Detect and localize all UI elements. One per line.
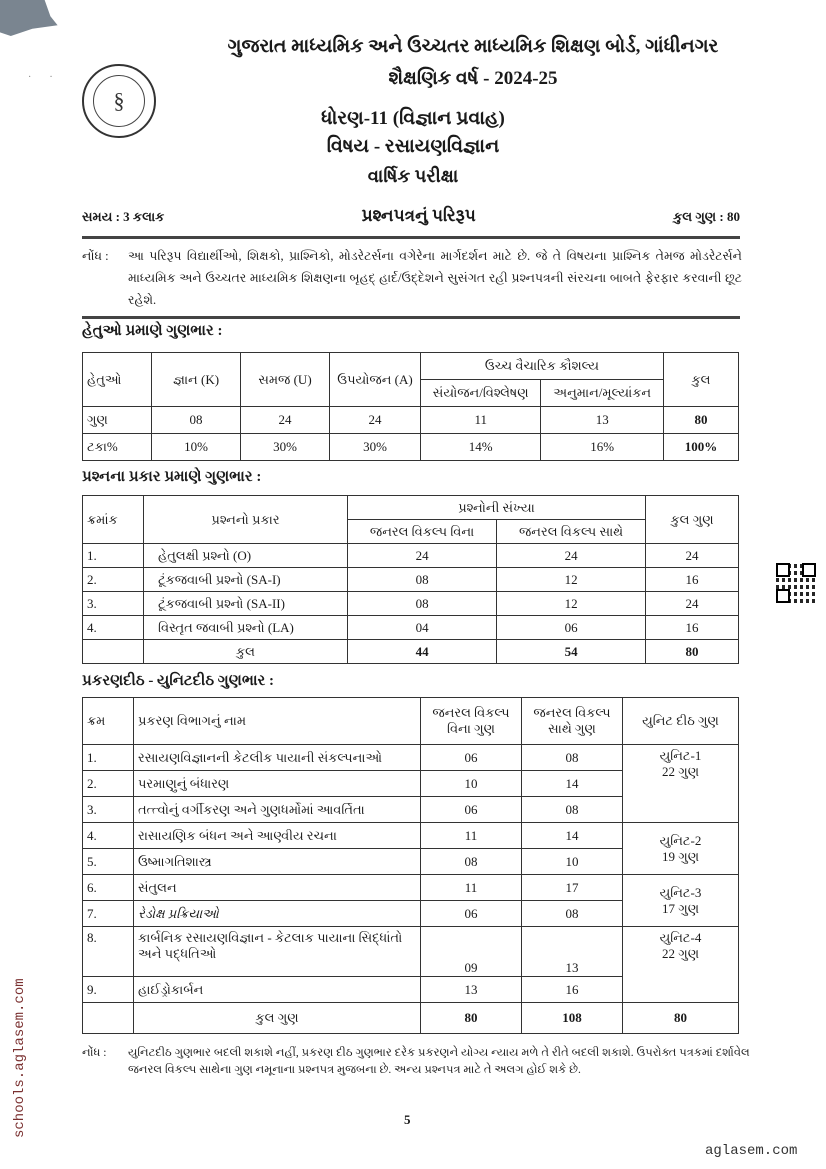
unit-marks: 22 ગુણ bbox=[661, 946, 700, 961]
th-total: કુલ bbox=[664, 353, 739, 407]
cell: 08 bbox=[348, 592, 497, 616]
cell: 24 bbox=[646, 544, 739, 568]
cell: 08 bbox=[421, 849, 522, 875]
cell: 24 bbox=[348, 544, 497, 568]
cell: 4. bbox=[83, 823, 134, 849]
cell: રસાયણવિજ્ઞાનની કેટલીક પાયાની સંકલ્પનાઓ bbox=[134, 745, 421, 771]
scan-corner-mark bbox=[0, 0, 72, 36]
cell: 04 bbox=[348, 616, 497, 640]
cell: ટૂંકજવાબી પ્રશ્નો (SA-II) bbox=[144, 592, 348, 616]
cell: 30% bbox=[330, 434, 421, 461]
cell: 16 bbox=[646, 568, 739, 592]
objectives-table bbox=[82, 352, 739, 461]
cell: રાસાયણિક બંધન અને આણ્વીય રચના bbox=[134, 823, 421, 849]
th-count: પ્રશ્નોની સંખ્યા bbox=[348, 496, 646, 520]
table-row bbox=[83, 434, 739, 461]
divider bbox=[82, 236, 740, 239]
th-sr: ક્રમાંક bbox=[83, 496, 144, 544]
cell: 80 bbox=[421, 1003, 522, 1034]
th-application: ઉપયોજન (A) bbox=[330, 353, 421, 407]
cell: 1. bbox=[83, 745, 134, 771]
cell bbox=[83, 640, 144, 664]
note-text: યુનિટદીઠ ગુણભાર બદલી શકાશે નહીં, પ્રકરણ દીઠ ગુણભાર દરેક પ્રકરણને યોગ્ય ન્યાય મળે તે રીતે બદલી શકાશે. ઉપરોક્ત પત્રકમાં દર્શાવેલ જનરલ વિકલ્પ સાથેના ગુણ નમૂનાના પ્રશ્નપત્ર મુજબના છે. અન્ય પ્રશ્નપત્ર માટે તે અલગ હોઈ શકે છે. bbox=[128, 1047, 750, 1076]
cell: ઉષ્માગતિશાસ્ત્ર bbox=[134, 849, 421, 875]
th-evaluation: અનુમાન/મૂલ્યાંકન bbox=[541, 380, 664, 407]
cell: 24 bbox=[241, 407, 330, 434]
cell: 1. bbox=[83, 544, 144, 568]
th-with: જનરલ વિકલ્પ સાથે ગુણ bbox=[522, 698, 623, 745]
cell: 24 bbox=[330, 407, 421, 434]
note-top bbox=[82, 245, 742, 311]
unit-marks: 17 ગુણ bbox=[661, 900, 700, 916]
watermark-side: schools.aglasem.com bbox=[12, 978, 28, 1138]
total-marks: કુલ ગુણ : 80 bbox=[673, 209, 740, 224]
cell: 06 bbox=[497, 616, 646, 640]
section-heading-units: પ્રકરણદીઠ - યુનિટદીઠ ગુણભાર : bbox=[82, 673, 275, 689]
cell: 16 bbox=[646, 616, 739, 640]
cell: 30% bbox=[241, 434, 330, 461]
th-understanding: સમજ (U) bbox=[241, 353, 330, 407]
unit-marks: 19 ગુણ bbox=[661, 848, 700, 864]
cell: 14 bbox=[522, 771, 623, 797]
cell: 7. bbox=[83, 901, 134, 927]
table-row bbox=[83, 616, 739, 640]
th-total: કુલ ગુણ bbox=[646, 496, 739, 544]
cell: 80 bbox=[623, 1003, 739, 1034]
table-row bbox=[83, 745, 739, 771]
cell: 08 bbox=[522, 797, 623, 823]
cell: 11 bbox=[421, 823, 522, 849]
unit-marks: 22 ગુણ bbox=[661, 764, 700, 779]
cell: 4. bbox=[83, 616, 144, 640]
cell: 11 bbox=[421, 875, 522, 901]
th-unit: યુનિટ દીઠ ગુણ bbox=[623, 698, 739, 745]
th-analysis: સંયોજન/વિશ્લેષણ bbox=[421, 380, 541, 407]
table-row bbox=[83, 568, 739, 592]
units-table bbox=[82, 697, 739, 1034]
cell: 06 bbox=[421, 797, 522, 823]
th-without-option: જનરલ વિકલ્પ વિના bbox=[348, 520, 497, 544]
unit-label: યુનિટ-1 bbox=[659, 748, 702, 763]
cell: 80 bbox=[664, 407, 739, 434]
unit-3-cell bbox=[623, 875, 739, 927]
th-hots: ઉચ્ચ વૈચારિક કૌશલ્ય bbox=[421, 353, 664, 380]
cell: કુલ ગુણ bbox=[134, 1003, 421, 1034]
unit-label: યુનિટ-3 bbox=[659, 884, 702, 900]
cell: 44 bbox=[348, 640, 497, 664]
cell: 06 bbox=[421, 745, 522, 771]
cell: 17 bbox=[522, 875, 623, 901]
cell: 9. bbox=[83, 977, 134, 1003]
qr-finder bbox=[802, 563, 816, 577]
cell: 13 bbox=[421, 977, 522, 1003]
th-sr: ક્રમ bbox=[83, 698, 134, 745]
paper-title: પ્રશ્નપત્રનું પરિરૂપ bbox=[361, 206, 476, 225]
cell: 13 bbox=[541, 407, 664, 434]
academic-year: શૈક્ષણિક વર્ષ - 2024-25 bbox=[388, 68, 558, 89]
cell: સંતુલન bbox=[134, 875, 421, 901]
th-type: પ્રશ્નનો પ્રકાર bbox=[144, 496, 348, 544]
total-row bbox=[83, 640, 739, 664]
unit-1-cell bbox=[623, 745, 739, 823]
cell: 100% bbox=[664, 434, 739, 461]
cell: 06 bbox=[421, 901, 522, 927]
table-row bbox=[83, 544, 739, 568]
cell: 54 bbox=[497, 640, 646, 664]
cell: રેડોક્ષ પ્રક્રિયાઓ bbox=[134, 901, 421, 927]
cell: 14 bbox=[522, 823, 623, 849]
subject: વિષય - રસાયણવિજ્ઞાન bbox=[326, 136, 500, 157]
cell: હાઈડ્રોકાર્બન bbox=[134, 977, 421, 1003]
unit-4-cell bbox=[623, 927, 739, 1003]
table-row bbox=[83, 592, 739, 616]
paper-meta-row bbox=[82, 206, 740, 226]
standard: ધોરણ-11 (વિજ્ઞાન પ્રવાહ) bbox=[321, 108, 505, 129]
total-row bbox=[83, 1003, 739, 1034]
cell: 3. bbox=[83, 797, 134, 823]
th-objectives: હેતુઓ bbox=[83, 353, 152, 407]
scan-specks: ·· bbox=[28, 72, 71, 83]
table-row bbox=[83, 823, 739, 849]
cell: 5. bbox=[83, 849, 134, 875]
note-text: આ પરિરૂપ વિદ્યાર્થીઓ, શિક્ષકો, પ્રાશ્નિકો, મોડરેટર્સના વગેરેના માર્ગદર્શન માટે છે. જે તે વિષયના પ્રાશ્નિક તેમજ મોડરેટર્સને માધ્યમિક અને ઉચ્ચતર માધ્યમિક શિક્ષણના બૃહદ્ હાર્દ/ઉદ્દેશને સુસંગત રહી પ્રશ્નપત્રની સંરચના બાબતે ફેરફાર કરવાની છૂટ રહેશે. bbox=[128, 249, 742, 307]
exam-name: વાર્ષિક પરીક્ષા bbox=[367, 166, 459, 186]
th-knowledge: જ્ઞાન (K) bbox=[152, 353, 241, 407]
section-heading-question-types: પ્રશ્નના પ્રકાર પ્રમાણે ગુણભાર : bbox=[82, 469, 262, 485]
th-chapter: પ્રકરણ વિભાગનું નામ bbox=[134, 698, 421, 745]
cell: 2. bbox=[83, 771, 134, 797]
cell: 08 bbox=[348, 568, 497, 592]
table-row bbox=[83, 407, 739, 434]
cell: 10 bbox=[421, 771, 522, 797]
cell: 16% bbox=[541, 434, 664, 461]
cell bbox=[83, 1003, 134, 1034]
cell: 10% bbox=[152, 434, 241, 461]
section-heading-objectives: હેતુઓ પ્રમાણે ગુણભાર : bbox=[82, 323, 223, 339]
cell: 14% bbox=[421, 434, 541, 461]
divider bbox=[82, 316, 740, 319]
cell: 2. bbox=[83, 568, 144, 592]
cell: 80 bbox=[646, 640, 739, 664]
watermark-bottom: aglasem.com bbox=[705, 1143, 798, 1159]
note-bottom bbox=[82, 1045, 752, 1079]
cell: 08 bbox=[152, 407, 241, 434]
table-row bbox=[83, 927, 739, 977]
cell: 3. bbox=[83, 592, 144, 616]
cell: 12 bbox=[497, 592, 646, 616]
cell: હેતુલક્ષી પ્રશ્નો (O) bbox=[144, 544, 348, 568]
th-with-option: જનરલ વિકલ્પ સાથે bbox=[497, 520, 646, 544]
note-label: નોંધ : bbox=[82, 1047, 107, 1059]
cell: 09 bbox=[421, 927, 522, 977]
cell: વિસ્તૃત જવાબી પ્રશ્નો (LA) bbox=[144, 616, 348, 640]
qr-finder bbox=[776, 563, 790, 577]
unit-label: યુનિટ-2 bbox=[659, 832, 702, 848]
note-label: નોંધ : bbox=[82, 249, 109, 263]
cell: 13 bbox=[522, 927, 623, 977]
cell: 6. bbox=[83, 875, 134, 901]
cell: 10 bbox=[522, 849, 623, 875]
row-label: ગુણ bbox=[83, 407, 152, 434]
cell: 24 bbox=[497, 544, 646, 568]
board-name: ગુજરાત માધ્યમિક અને ઉચ્ચતર માધ્યમિક શિક્ષણ બોર્ડ, ગાંધીનગર bbox=[227, 36, 719, 57]
question-types-table bbox=[82, 495, 739, 664]
cell: 108 bbox=[522, 1003, 623, 1034]
swan-emblem-icon: § bbox=[93, 75, 145, 127]
cell: 11 bbox=[421, 407, 541, 434]
th-without: જનરલ વિકલ્પ વિના ગુણ bbox=[421, 698, 522, 745]
unit-2-cell bbox=[623, 823, 739, 875]
cell: 08 bbox=[522, 901, 623, 927]
cell: તત્ત્વોનું વર્ગીકરણ અને ગુણધર્મોમાં આવર્તિતા bbox=[134, 797, 421, 823]
qr-finder bbox=[776, 589, 790, 603]
unit-label: યુનિટ-4 bbox=[659, 930, 702, 945]
table-row bbox=[83, 875, 739, 901]
cell: 8. bbox=[83, 927, 134, 977]
qr-code-icon bbox=[776, 563, 816, 603]
cell: પરમાણુનું બંધારણ bbox=[134, 771, 421, 797]
exam-time: સમય : 3 કલાક bbox=[82, 209, 165, 224]
cell: 08 bbox=[522, 745, 623, 771]
cell: 24 bbox=[646, 592, 739, 616]
cell: ટૂંકજવાબી પ્રશ્નો (SA-I) bbox=[144, 568, 348, 592]
cell: કુલ bbox=[144, 640, 348, 664]
cell: 12 bbox=[497, 568, 646, 592]
page-number: 5 bbox=[404, 1112, 411, 1127]
row-label: ટકા% bbox=[83, 434, 152, 461]
cell: કાર્બનિક રસાયણવિજ્ઞાન - કેટલાક પાયાના સિદ્ધાંતો અને પદ્ધતિઓ bbox=[134, 927, 421, 977]
cell: 16 bbox=[522, 977, 623, 1003]
